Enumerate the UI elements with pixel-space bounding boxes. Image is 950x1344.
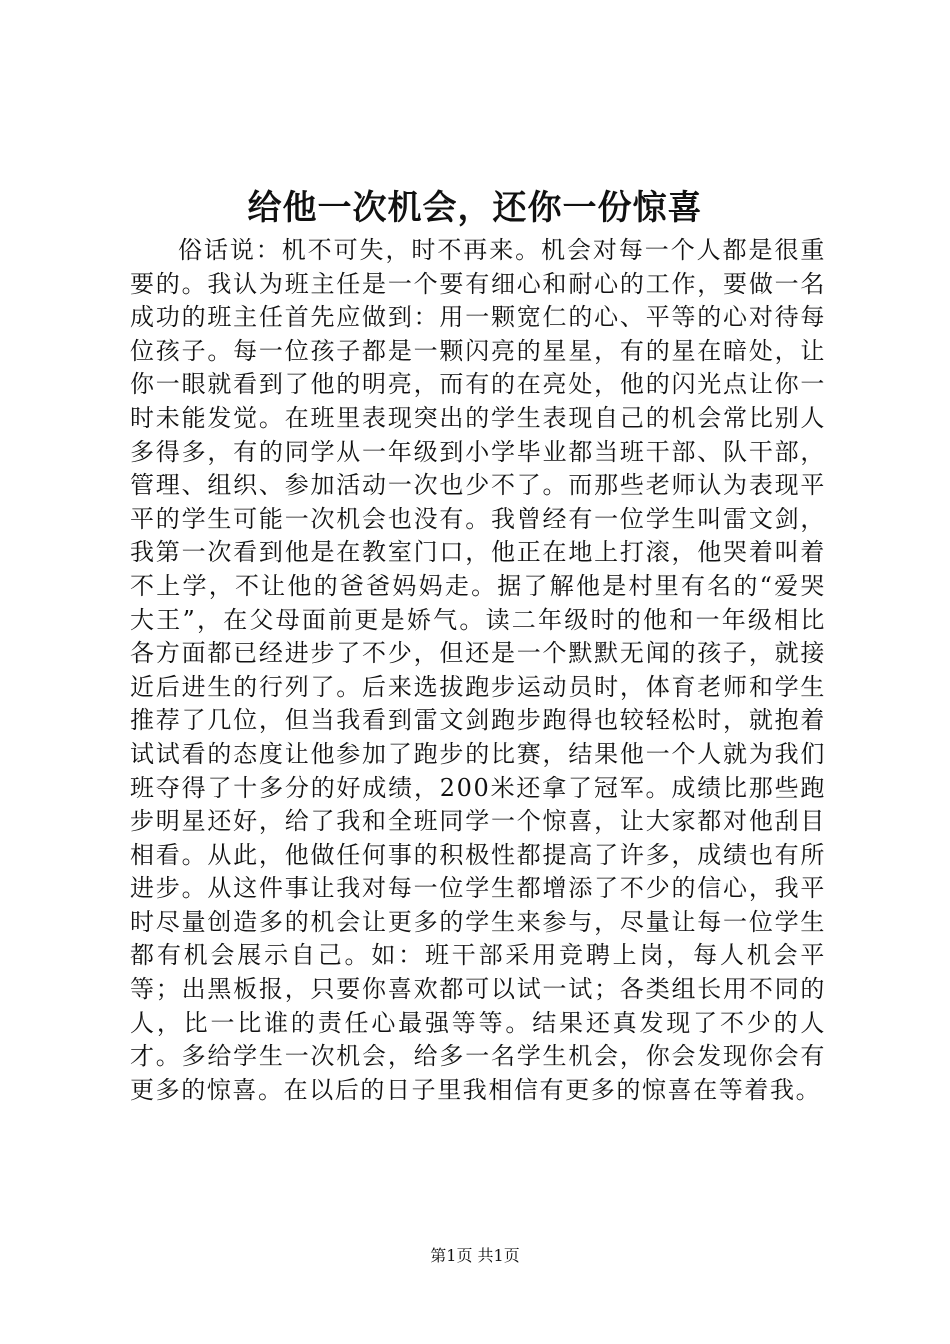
document-body-paragraph: 俗话说：机不可失，时不再来。机会对每一个人都是很重要的。我认为班主任是一个要有细心和耐心的工作，要做一名成功的班主任首先应做到：用一颗宽仁的心、平等的心对待每位孩子。每一位孩子都是一颗闪亮的星星，有的星在暗处，让你一眼就看到了他的明亮，而有的在亮处，他的闪光点让你一时未能发觉。在班里表现突出的学生表现自己的机会常比别人多得多，有的同学从一年级到小学毕业都当班干部、队干部，管理、组织、参加活动一次也少不了。而那些老师认为表现平平的学生可能一次机会也没有。我曾经有一位学生叫雷文剑，我第一次看到他是在教室门口，他正在地上打滚，他哭着叫着不上学，不让他的爸爸妈妈走。据了解他是村里有名的“爱哭大王”，在父母面前更是娇气。读二年级时的他和一年级相比各方面都已经进步了不少，但还是一个默默无闻的孩子，就接近后进生的行列了。后来选拔跑步运动员时，体育老师和学生推荐了几位，但当我看到雷文剑跑步跑得也较轻松时，就抱着试试看的态度让他参加了跑步的比赛，结果他一个人就为我们班夺得了十多分的好成绩，200米还拿了冠军。成绩比那些跑步明星还好，给了我和全班同学一个惊喜，让大家都对他刮目相看。从此，他做任何事的积极性都提高了许多，成绩也有所进步。从这件事让我对每一位学生都增添了不少的信心，我平时尽量创造多的机会让更多的学生来参与，尽量让每一位学生都有机会展示自己。如：班干部采用竞聘上岗，每人机会平等；出黑板报，只要你喜欢都可以试一试；各类组长用不同的人，比一比谁的责任心最强等等。结果还真发现了不少的人才。多给学生一次机会，给多一名学生机会，你会发现你会有更多的惊喜。在以后的日子里我相信有更多的惊喜在等着我。 xyxy=(130,236,826,1104)
document-title: 给他一次机会，还你一份惊喜 xyxy=(247,188,703,228)
page-number-footer: 第1页 共1页 xyxy=(430,1246,520,1265)
